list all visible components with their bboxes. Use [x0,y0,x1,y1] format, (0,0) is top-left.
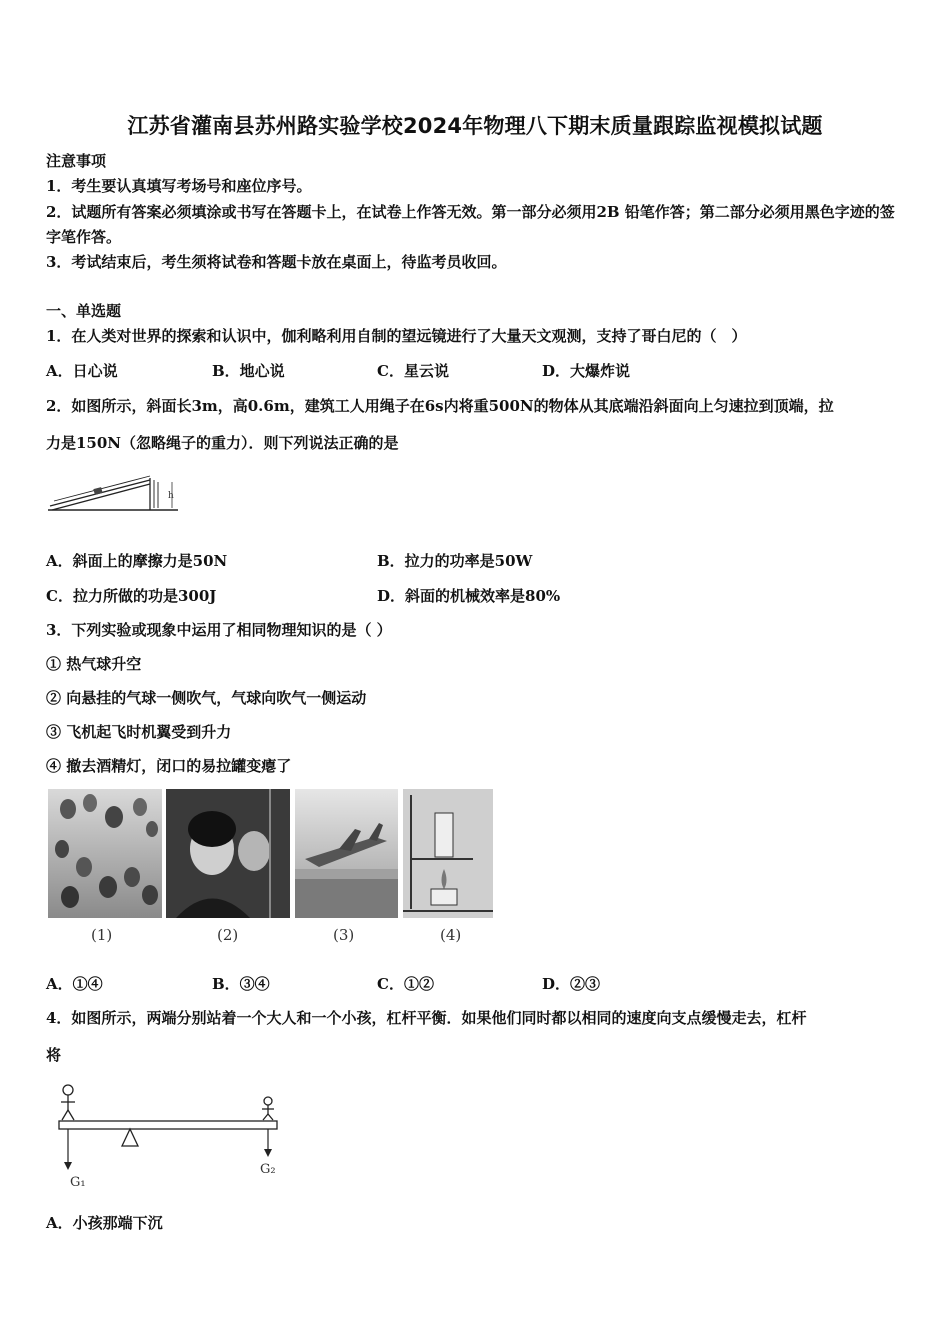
photo-caption: (4) [440,926,462,944]
q2-option-b: B．拉力的功率是50W [377,552,533,570]
q2-option-d: D．斜面的机械效率是80% [377,587,561,605]
q3-option-d: D．②③ [542,975,601,993]
can-heating-photo [403,789,493,918]
question-4-stem: 4．如图所示，两端分别站着一个大人和一个小孩，杠杆平衡．如果他们同时都以相同的速度向支点缓慢走去，杠杆 [46,1009,807,1027]
q1-option-c: C．星云说 [377,362,449,380]
q3-item: ③ 飞机起飞时机翼受到升力 [46,723,232,741]
question-4-stem-cont: 将 [46,1046,62,1064]
q2-option-c: C．拉力所做的功是300J [46,587,217,605]
question-2-stem-cont: 力是150N（忽略绳子的重力）．则下列说法正确的是 [46,434,399,452]
question-2-stem: 2．如图所示，斜面长3m，高0.6m，建筑工人用绳子在6s内将重500N的物体从其底端沿斜面向上匀速拉到顶端，拉 [46,397,834,415]
lever-label-g2: G₂ [260,1162,276,1177]
question-1-stem: 1．在人类对世界的探索和认识中，伽利略利用自制的望远镜进行了大量天文观测，支持了哥白尼的（ ） [46,327,747,345]
lever-label-g1: G₁ [70,1175,86,1190]
q1-option-a: A．日心说 [46,362,118,380]
q3-item: ④ 撤去酒精灯，闭口的易拉罐变瘪了 [46,757,292,775]
q2-option-a: A．斜面上的摩擦力是50N [46,552,228,570]
airplane-takeoff-photo [295,789,398,918]
section-heading: 一、单选题 [46,302,122,320]
photo-caption: (3) [333,926,355,944]
hot-air-balloons-photo [48,789,162,918]
q4-option-a: A．小孩那端下沉 [46,1214,163,1232]
q3-item: ② 向悬挂的气球一侧吹气，气球向吹气一侧运动 [46,689,367,707]
balloon-blowing-photo [166,789,290,918]
q3-item: ① 热气球升空 [46,655,142,673]
lever-diagram [56,1080,286,1190]
question-3-stem: 3．下列实验或现象中运用了相同物理知识的是（ ） [46,621,392,639]
q1-option-d: D．大爆炸说 [542,362,631,380]
notice-item: 3．考试结束后，考生须将试卷和答题卡放在桌面上，待监考员收回。 [46,253,507,271]
incline-diagram [46,468,186,518]
notice-heading: 注意事项 [46,152,107,170]
page-title: 江苏省灌南县苏州路实验学校2024年物理八下期末质量跟踪监视模拟试题 [127,114,823,138]
q3-option-a: A．①④ [46,975,103,993]
svg-text:h: h [168,491,174,501]
photo-caption: (1) [91,926,113,944]
q3-option-c: C．①② [377,975,434,993]
q1-option-b: B．地心说 [212,362,285,380]
photo-caption: (2) [217,926,239,944]
q3-option-b: B．③④ [212,975,270,993]
notice-item: 1．考生要认真填写考场号和座位序号。 [46,177,312,195]
notice-item: 2．试题所有答案必须填涂或书写在答题卡上，在试卷上作答无效。第一部分必须用2B 铅笔作答；第二部分必须用黑色字迹的签字笔作答。 [46,203,895,246]
